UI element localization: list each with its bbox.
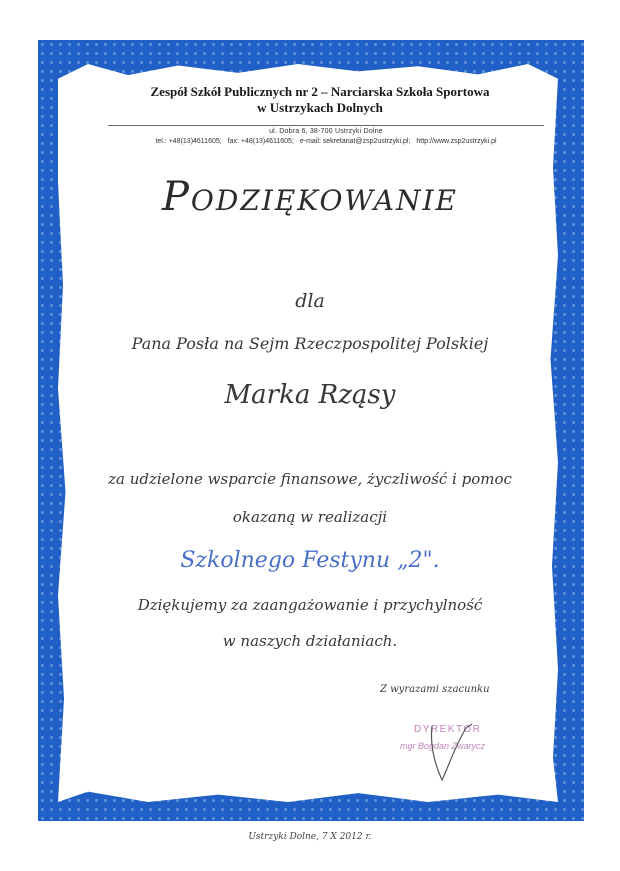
document-title: Podziękowanie: [162, 174, 458, 220]
body-text-line2: okazaną w realizacji: [232, 508, 388, 526]
school-name-line2: w Ustrzykach Dolnych: [257, 100, 383, 115]
fax-text: fax: +48(13)4611605;: [227, 138, 294, 145]
body-text-line1: za udzielone wsparcie finansowe, życzliwość i pomoc: [108, 470, 512, 488]
director-stamp-title: DYREKTOR: [414, 724, 482, 735]
phone-text: tel.: +48(13)4611605;: [155, 138, 222, 145]
festival-name: Szkolnego Festynu „2".: [180, 548, 440, 573]
email-text: e-mail: sekretariat@zsp2ustrzyki.pl;: [299, 138, 411, 145]
recipient-name: Marka Rząsy: [224, 380, 396, 410]
thanks-line1: Dziękujemy za zaangażowanie i przychylność: [137, 596, 483, 614]
school-address: ul. Dobra 6, 38-700 Ustrzyki Dolne: [269, 128, 383, 135]
school-name-line1: Zespół Szkół Publicznych nr 2 – Narciarska Szkoła Sportowa: [150, 84, 490, 99]
director-stamp-name: mgr Bogdan Zwarycz: [400, 741, 486, 751]
place-date: Ustrzyki Dolne, 7 X 2012 r.: [248, 832, 372, 842]
closing-regards: Z wyrazami szacunku: [380, 684, 490, 695]
school-header: [90, 84, 550, 116]
dla-text: dla: [295, 290, 325, 312]
header-divider: [108, 125, 544, 126]
website-text: http://www.zsp2ustrzyki.pl: [416, 138, 497, 145]
recipient-title: Pana Posła na Sejm Rzeczpospolitej Polskiej: [131, 334, 489, 353]
handwritten-signature: [420, 718, 480, 788]
thanks-line2: w naszych działaniach.: [222, 632, 398, 650]
school-contact-line: [108, 138, 544, 145]
